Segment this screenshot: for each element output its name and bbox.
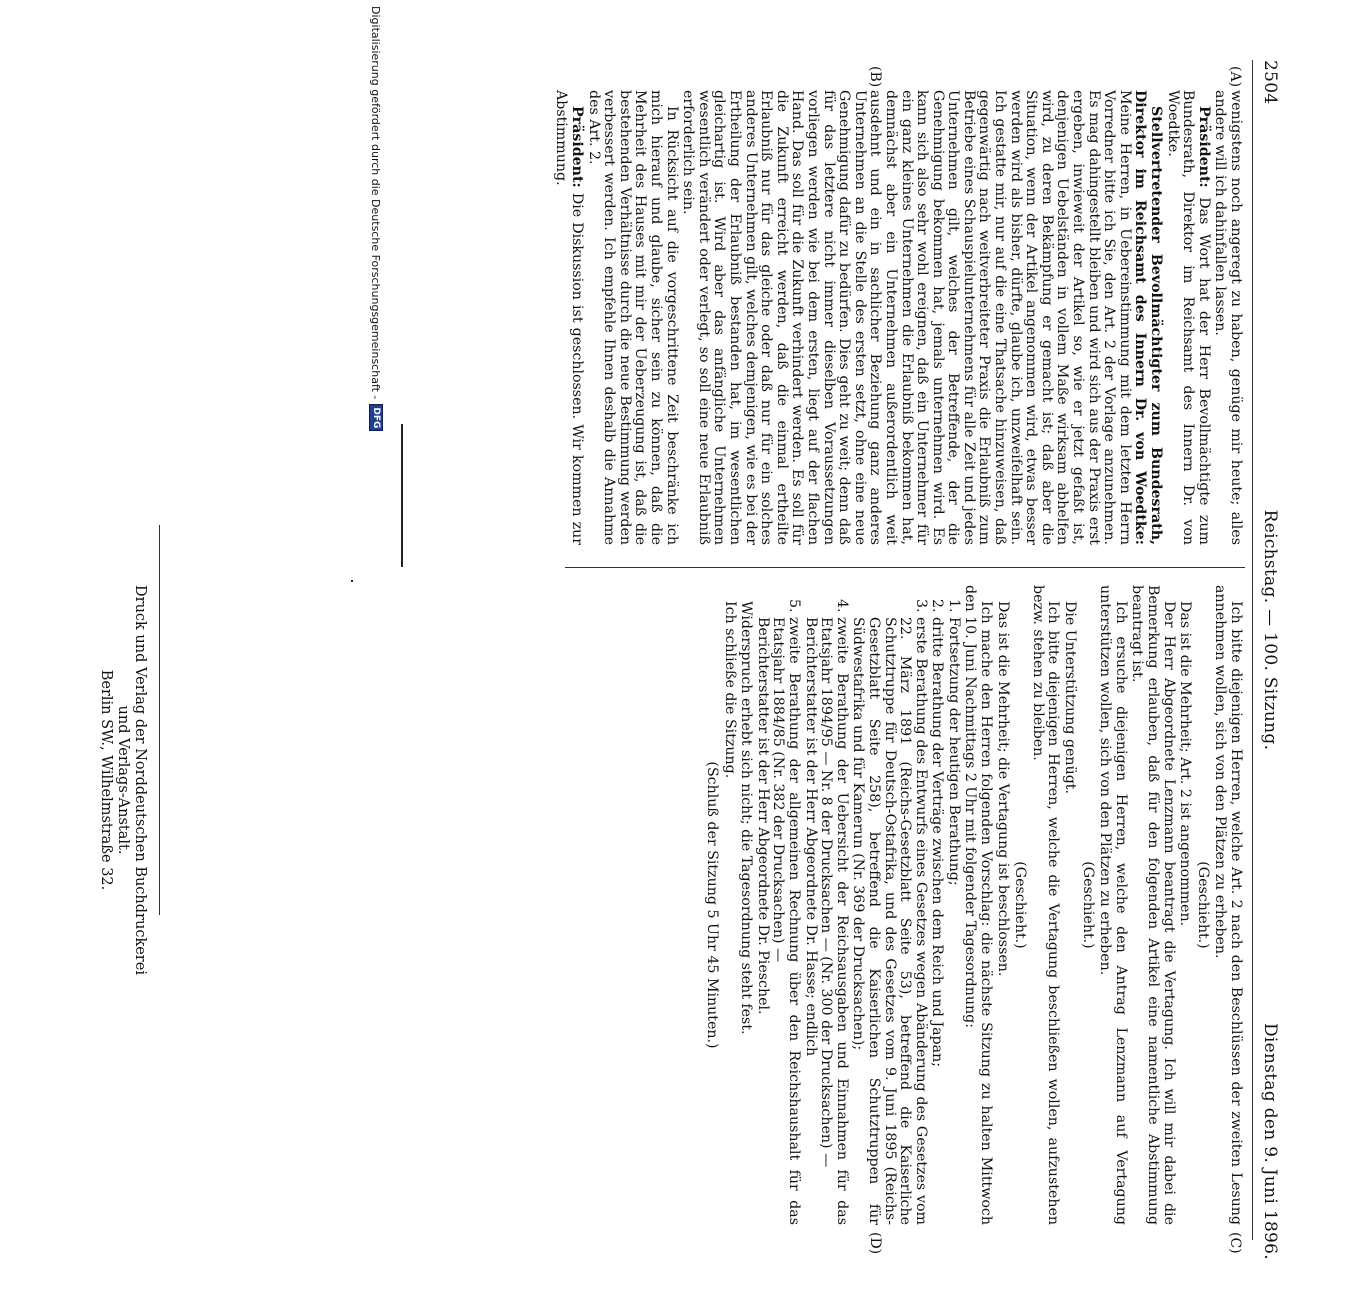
speaker-label: Präsident: <box>569 106 586 188</box>
paragraph <box>553 90 584 545</box>
paragraph: Ich mache den Herren folgenden Vorschlag: die nächste Sitzung zu halten Mittwoch den 10. Juni Nachmittags 2 Uhr mit folgender Tagesordnung: <box>962 585 995 1225</box>
agenda-item-note: Berichterstatter ist der Herr Abgeordnete Dr. Hasse; endlich <box>802 617 819 1057</box>
agenda-item-note: Berichterstatter ist der Herr Abgeordnete Dr. Pieschel. <box>754 617 771 1015</box>
paragraph: Das ist die Mehrheit; Art. 2 ist angenommen. <box>1177 601 1194 927</box>
stage-direction: (Geschieht.) <box>1012 861 1029 949</box>
margin-letter-a: (A) <box>1227 66 1243 88</box>
paragraph <box>1164 90 1211 545</box>
digitization-watermark <box>364 0 388 1006</box>
agenda-item: 3. erste Berathung des Entwurfs eines Gesetzes wegen Abänderung des Gesetzes vom 22. März 1891 (Reichs-Gesetzblatt Seite 53), betreffend die Kaiserliche Schutztruppe für Deutsch-Ostafrika, und des Gesetzes vom 9. Juni 1895 (Reichs-Gesetzblatt Seite 258), betreffend die Kaiserlichen Schutztruppen für Südwestafrika und für Kamerun (Nr. 369 der Drucksachen); <box>850 617 928 1225</box>
session-date: Dienstag den 9. Juni 1896. <box>1260 1023 1280 1260</box>
right-column <box>701 585 1243 1225</box>
speaker-label: Stellvertretender Bevollmächtigter zum Bundesrath, Direktor im Reichsamt des Innern Dr. von Woedtke: <box>1132 90 1165 545</box>
paragraph: wenigstens noch angeregt zu haben, genüge mir heute; alles andere will ich dahinfallen lassen. <box>1212 90 1244 545</box>
left-column <box>552 90 1243 545</box>
page-number: 2504 <box>1260 60 1280 105</box>
margin-letter-c: (C) <box>1227 1232 1243 1254</box>
printer-imprint <box>97 580 148 980</box>
paragraph: Der Herr Abgeordnete Lenzmann beantragt die Vertagung. Ich will mir dabei die Bemerkung erlauben, daß für den folgenden Artikel eine namentliche Abstimmung beantragt ist. <box>1129 585 1177 1225</box>
stage-direction: (Geschieht.) <box>1194 861 1211 949</box>
paragraph: Ich bitte diejenigen Herren, welche die Vertagung beschließen wollen, aufzustehen bezw. stehen zu bleiben. <box>1029 585 1062 1225</box>
agenda-item: 1. Fortsetzung der heutigen Berathung; <box>945 617 961 1225</box>
speaker-label: Präsident: <box>1195 106 1212 188</box>
paragraph: In Rücksicht auf die vorgeschrittene Zeit beschränke ich mich hierauf und glaube, sicher sein zu können, daß die Mehrheit des Hauses mit mir der Ueberzeugung ist, daß die bestehenden Verhältnisse durch die neue Bestimmung werden verbessert werden. Ich empfehle Ihnen deshalb die Annahme des Art. 2. <box>585 90 680 545</box>
paragraph: Ich bitte diejenigen Herren, welche Art. 2 nach den Beschlüssen der zweiten Lesung annehmen wollen, sich von den Plätzen zu erheben. <box>1212 585 1244 1225</box>
agenda-list <box>754 585 961 1225</box>
margin-letter-b: (B) <box>867 66 883 88</box>
paragraph-text: Die Diskussion ist geschlossen. Wir kommen zur Abstimmung. <box>553 90 586 545</box>
paragraph: Ich ersuche diejenigen Herren, welche den Antrag Lenzmann auf Vertagung unterstützen wollen, sich von den Plätzen zu erheben. <box>1097 585 1129 1225</box>
imprint-line: Druck und Verlag der Norddeutschen Buchdruckerei und Verlags-Anstalt. <box>115 585 148 975</box>
agenda-item-text: zweite Berathung der allgemeinen Rechnung über den Reichshaushalt für das Etatsjahr 1884/85 (Nr. 382 der Drucksachen) — <box>770 617 802 1225</box>
imprint-rule <box>159 525 160 915</box>
header-rule <box>1252 60 1253 1240</box>
agenda-item <box>802 617 849 1225</box>
agenda-item <box>754 617 801 1225</box>
stray-mark <box>401 424 403 567</box>
closing-note: (Schluß der Sitzung 5 Uhr 45 Minuten.) <box>704 761 720 1049</box>
paragraph: Ich schließe die Sitzung. <box>721 601 738 779</box>
margin-letter-d: (D) <box>867 1232 883 1255</box>
paragraph <box>680 90 1163 545</box>
agenda-item-text: zweite Berathung der Uebersicht der Reichsausgaben und Einnahmen für das Etatsjahr 1894/95 — Nr. 8 der Drucksachen — (Nr. 300 der Drucksachen) — <box>818 617 850 1225</box>
paragraph: Widerspruch erhebt sich nicht; die Tagesordnung steht fest. <box>738 601 755 1035</box>
dfg-logo-icon: DFG <box>369 404 383 431</box>
column-divider <box>565 567 1245 568</box>
page-header <box>1255 60 1285 1300</box>
stage-direction: (Geschieht.) <box>1079 861 1096 949</box>
stray-mark <box>351 580 353 582</box>
session-title: Reichstag. — 100. Sitzung. <box>1260 509 1280 751</box>
agenda-item: 2. dritte Berathung der Verträge zwischen dem Reich und Japan; <box>929 617 945 1225</box>
paragraph: Das ist die Mehrheit; die Vertagung ist beschlossen. <box>994 601 1011 977</box>
paragraph-text: Meine Herren, in Uebereinstimmung mit dem letzten Herrn Vorredner bitte ich Sie, den Art. 2 der Vorlage anzunehmen. Es mag dahingestellt bleiben und wird sich aus der Praxis erst ergeben, inwieweit der Artikel so, wie er jetzt gefaßt ist, denjenigen Uebelständen in vollem Maße wirksam abhelfen wird, zu deren Bekämpfung er gemacht ist; daß aber die Situation, wenn der Artikel angenommen wird, etwas besser werden wird als bisher, dürfte, glaube ich, unzweifelhaft sein. Ich gestatte mir, nur auf die eine Thatsache hinzuweisen, daß gegenwärtig nach weitverbreiteter Praxis die Erlaubniß zum Betriebe eines Schauspielunternehmens für alle Zeit und jedes Unternehmen gilt, welches der Betreffende, der die Genehmigung bekommen hat, jemals unternehmen wird. Es kann sich also sehr wohl ereignen, daß ein Unternehmer für ein ganz kleines Unternehmen die Erlaubniß bekommen hat, demnächst aber ein Unternehmen außerordentlich weit ausdehnt und ein in sachlicher Beziehung ganz anderes Unternehmen an die Stelle des ersten setzt, ohne eine neue Genehmigung dafür zu bedürfen. Dies geht zu weit; denn daß für das letztere nicht immer dieselben Voraussetzungen vorliegen werden wie bei dem ersten, liegt auf der flachen Hand. Das soll für die Zukunft verhindert werden. Es soll für die Zukunft erreicht werden, daß die einmal ertheilte Erlaubniß nur für das gleiche oder daß nur für ein solches anderes Unternehmen gilt, welches demjenigen, wie es bei der Ertheilung der Erlaubniß bestanden hat, im wesentlichen gleichartig ist. Wird aber das anfängliche Unternehmen wesentlich verändert oder verlegt, so soll eine neue Erlaubniß erforderlich sein. <box>680 90 1133 546</box>
paragraph: Die Unterstützung genügt. <box>1062 601 1079 794</box>
watermark-text: Digitalisierung gefördert durch die Deutsche Forschungsgemeinschaft - <box>369 6 383 400</box>
imprint-line: Berlin SW., Wilhelmstraße 32. <box>98 669 114 891</box>
paragraph-text: Das Wort hat der Herr Bevollmächtigte zum Bundesrath, Direktor im Reichsamt des Innern Dr. von Woedtke. <box>1164 90 1212 546</box>
